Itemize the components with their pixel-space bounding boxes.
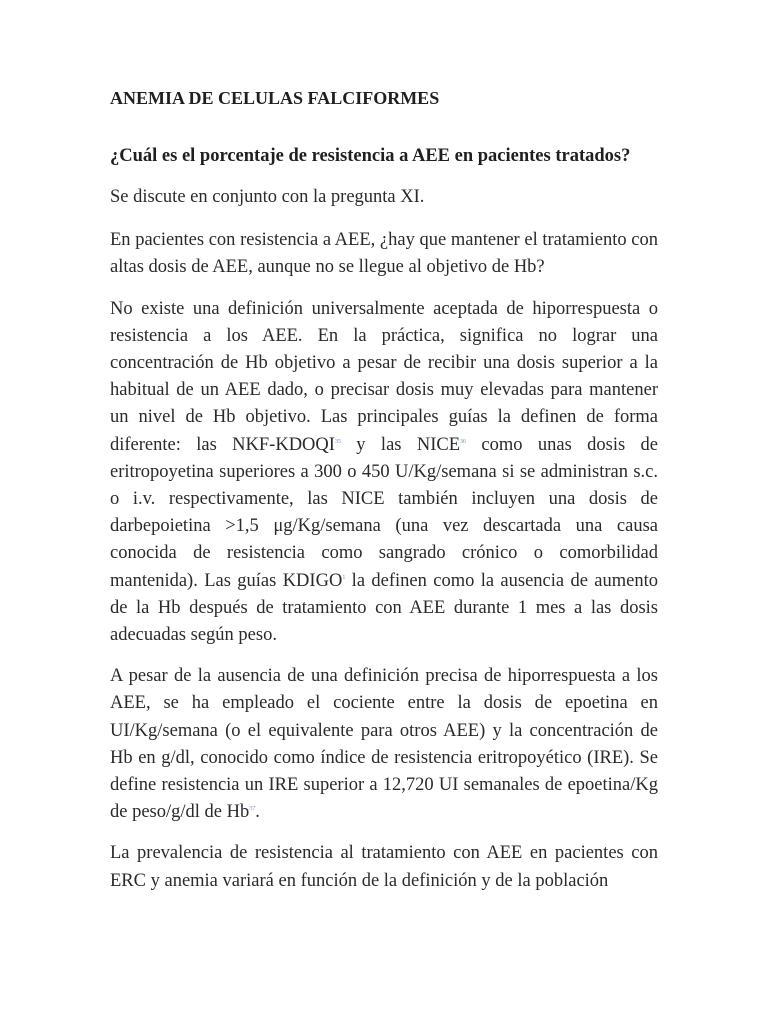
text-segment: como unas dosis de eritropoyetina superiores a 300 o 450 U/Kg/semana si se administran s.c. o i.v. respectivamente, las NICE también incluyen una dosis de darbepoietina >1,5 μg/Kg/semana (una vez descartada una causa conocida de resistencia como sangrado crónico o comorbilidad mantenida). Las guías KDIGO [110,434,658,591]
paragraph-treatment-question: En pacientes con resistencia a AEE, ¿hay que mantener el tratamiento con altas dosis de AEE, aunque no se llegue al objetivo de Hb? [110,230,658,278]
text-segment: la definen como la ausencia de aumento de la Hb después de tratamiento con AEE durante 1 mes a las dosis adecuadas según peso. [110,570,659,646]
reference-link-kdigo[interactable]: 1 [342,574,346,581]
text-segment: No existe una definición universalmente aceptada de hiporrespuesta o resistencia a los AEE. En la práctica, significa no lograr una concentración de Hb objetivo a pesar de recibir una dosis superior a la habitual de un AEE dado, o precisar dosis muy elevadas para mantener un nivel de Hb objetivo. Las principales guías la definen de forma diferente: las NKF-KDOQI [110,298,658,455]
document-page [110,84,658,909]
reference-link-ire[interactable]: 37 [249,806,256,813]
paragraph-definition [110,296,658,650]
paragraph-ire-index [110,663,658,826]
text-segment: A pesar de la ausencia de una definición precisa de hiporrespuesta a los AEE, se ha empleado el cociente entre la dosis de epoetina en UI/Kg/semana (o el equivalente para otros AEE) y la concentración de Hb en g/dl, conocido como índice de resistencia eritropoyético (IRE). Se define resistencia un IRE superior a 12,720 UI semanales de epoetina/Kg de peso/g/dl de Hb [110,666,658,823]
question-heading: ¿Cuál es el porcentaje de resistencia a AEE en pacientes tratados? [110,146,631,166]
reference-link-nice[interactable]: 36 [460,438,467,445]
reference-link-nkf[interactable]: 35 [334,438,341,445]
document-title: ANEMIA DE CELULAS FALCIFORMES [110,88,440,108]
text-segment: . [255,802,260,823]
text-segment: y las NICE [340,434,461,455]
paragraph-discussion-note: Se discute en conjunto con la pregunta XI. [110,187,425,207]
paragraph-prevalence: La prevalencia de resistencia al tratamiento con AEE en pacientes con ERC y anemia variará en función de la definición y de la población [110,843,658,891]
